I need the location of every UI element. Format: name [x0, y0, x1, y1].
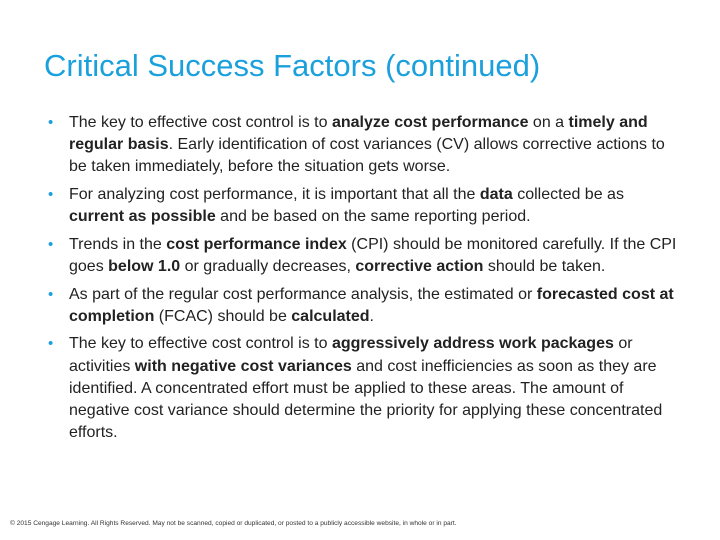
copyright-footer: © 2015 Cengage Learning. All Rights Reserved. May not be scanned, copied or duplicated, or posted to a publicly accessible website, in whole or in part.: [10, 520, 457, 527]
bullet-text: should be taken.: [483, 258, 606, 275]
slide-title: Critical Success Factors (continued): [44, 48, 541, 83]
bullet-dot-icon: •: [48, 235, 54, 253]
bullet-text: . Early identification of cost variances (CV) allows corrective actions to be taken immediately, before the situation gets worse.: [69, 136, 665, 176]
bullet-emphasis: corrective action: [355, 258, 484, 275]
bullet-emphasis: cost performance index: [166, 235, 347, 253]
bullet-item: [48, 112, 682, 179]
bullet-emphasis: below 1.0: [108, 258, 181, 275]
bullet-item: [48, 333, 682, 444]
bullet-dot-icon: •: [48, 285, 54, 303]
bullet-item: [48, 184, 682, 228]
bullet-emphasis: timely and regular basis: [69, 114, 648, 154]
bullet-text: The key to effective cost control is to: [69, 335, 332, 353]
bullet-emphasis: current as possible: [69, 208, 216, 226]
bullet-emphasis: calculated: [291, 307, 370, 325]
bullet-text: and cost inefficiencies as soon as they are identified. A concentrated effort must be applied to these areas. The amount of negative cost variance should determine the priority for applying these concentrated efforts.: [69, 357, 663, 442]
bullet-text: Trends in the: [69, 235, 167, 253]
bullet-dot-icon: •: [48, 114, 54, 131]
bullet-emphasis: forecasted cost at completion: [69, 285, 674, 325]
bullet-dot-icon: •: [48, 186, 54, 203]
bullet-text: (CPI) should be monitored carefully. If the CPI goes: [69, 235, 677, 275]
bullet-item: [48, 234, 682, 278]
bullet-text: As part of the regular cost performance analysis, the estimated or: [69, 285, 537, 303]
bullet-item: [48, 284, 682, 328]
bullet-text: or activities: [69, 335, 633, 375]
bullet-dot-icon: •: [48, 335, 54, 353]
bullet-text: .: [369, 307, 374, 325]
bullet-text: collected be as: [512, 186, 624, 203]
bullet-emphasis: data: [479, 186, 513, 203]
bullet-text: For analyzing cost performance, it is important that all the: [69, 186, 480, 203]
bullet-text: The key to effective cost control is to: [69, 114, 332, 131]
bullet-emphasis: analyze cost performance: [331, 114, 529, 131]
bullet-text: (FCAC) should be: [154, 307, 292, 325]
bullet-text: and be based on the same reporting period.: [215, 208, 531, 226]
bullet-list: [48, 112, 682, 450]
bullet-emphasis: aggressively address work packages: [331, 335, 614, 353]
bullet-text: on a: [528, 114, 569, 131]
bullet-text: or gradually decreases,: [180, 258, 356, 275]
bullet-emphasis: with negative cost variances: [134, 357, 352, 375]
